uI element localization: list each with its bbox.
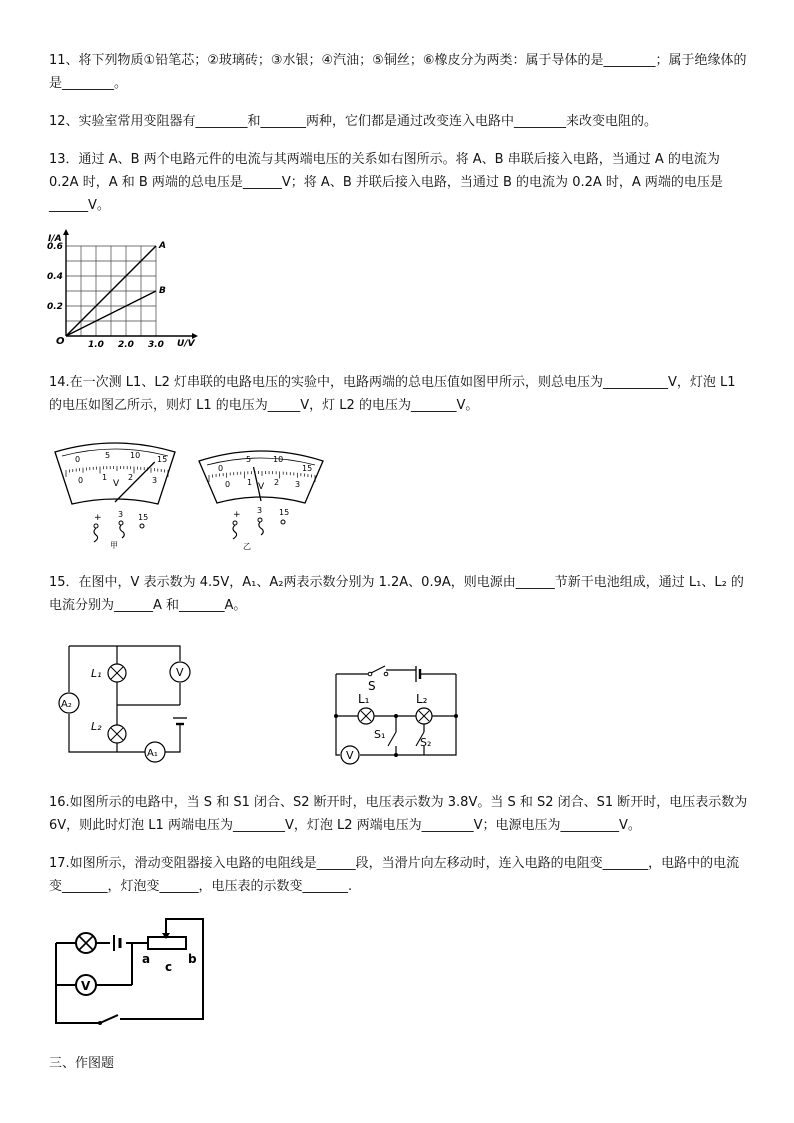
figure-caption-yi: 乙 bbox=[243, 542, 251, 551]
question-11: 11、将下列物质①铅笔芯；②玻璃砖；③水银；④汽油；⑤铜丝；⑥橡皮分为两类：属于导体的是________；属于绝缘体的是________。 bbox=[49, 53, 747, 91]
upper-tick-label: 10 bbox=[273, 455, 284, 464]
lamp-l1-icon bbox=[358, 708, 374, 724]
meter-unit: V bbox=[113, 479, 120, 489]
wire-3 bbox=[259, 522, 263, 535]
voltmeter-icon bbox=[76, 975, 96, 995]
circuit-q17 bbox=[48, 915, 210, 1030]
question-14: 14.在一次测 L1、L2 灯串联的电路电压的实验中，电路两端的总电压值如图甲所示，则总电压为__________V，灯泡 L1 的电压如图乙所示，则灯 L1 的电压为_____V，灯 L2 的电压为_______V。 bbox=[49, 375, 736, 413]
y-tick-label: 0.4 bbox=[47, 272, 63, 282]
lower-tick-label: 3 bbox=[152, 476, 158, 485]
voltmeter-icon bbox=[341, 746, 359, 764]
section-heading: 三、作图题 bbox=[49, 1056, 115, 1071]
label-l1: L₁ bbox=[91, 667, 102, 680]
switch-s bbox=[371, 666, 385, 673]
question-16: 16.如图所示的电路中，当 S 和 S1 闭合、S2 断开时，电压表示数为 3.8V。当 S 和 S2 闭合、S1 断开时，电压表示数为 6V，则此时灯泡 L1 两端电压为________V，灯泡 L2 两端电压为________V；电源电压为_________V。 bbox=[49, 795, 748, 833]
label-l1: L₁ bbox=[358, 692, 370, 706]
lower-tick-label: 0 bbox=[78, 476, 84, 485]
ammeter-a1-icon bbox=[145, 742, 165, 762]
upper-tick-label: 15 bbox=[157, 455, 168, 464]
label-s: S bbox=[368, 679, 376, 693]
label-s1: S₁ bbox=[374, 728, 386, 741]
x-axis-label: U/V bbox=[177, 339, 195, 349]
y-axis-label: I/A bbox=[48, 234, 62, 244]
switch bbox=[100, 1015, 118, 1023]
upper-tick-label: 5 bbox=[246, 455, 252, 464]
y-tick-label: 0.6 bbox=[47, 242, 63, 252]
series-label-b: B bbox=[159, 286, 166, 296]
lamp-l2-icon bbox=[416, 708, 432, 724]
switch-s1 bbox=[388, 732, 396, 746]
x-tick-label: 1.0 bbox=[88, 340, 104, 350]
figure-caption-jia: 甲 bbox=[110, 541, 118, 550]
ammeter-a1-label: A₁ bbox=[147, 748, 158, 759]
circuit-q15 bbox=[55, 638, 205, 766]
terminal-label: 3 bbox=[257, 506, 263, 515]
terminal-label: 15 bbox=[138, 513, 149, 522]
voltmeter-label: V bbox=[81, 979, 91, 993]
label-c: c bbox=[165, 960, 173, 974]
ammeter-a2-icon bbox=[59, 693, 79, 713]
lower-tick-label: 1 bbox=[102, 473, 108, 482]
lower-tick-label: 0 bbox=[225, 480, 231, 489]
upper-tick-label: 15 bbox=[302, 464, 313, 473]
meter-body bbox=[55, 443, 175, 504]
terminal-label: + bbox=[233, 510, 241, 520]
label-s2: S₂ bbox=[420, 736, 432, 749]
origin-label: O bbox=[56, 336, 65, 347]
lower-tick-label: 2 bbox=[274, 478, 280, 487]
label-a: a bbox=[142, 952, 151, 966]
wire-plus bbox=[94, 528, 98, 542]
lower-tick-label: 1 bbox=[247, 478, 253, 487]
label-b: b bbox=[188, 952, 197, 966]
lamp-l2-icon bbox=[108, 725, 126, 743]
label-l2: L₂ bbox=[91, 720, 102, 733]
circuit-q16 bbox=[328, 660, 468, 765]
terminal-label: + bbox=[94, 513, 102, 523]
voltmeter-jia bbox=[50, 440, 180, 555]
lower-tick-label: 2 bbox=[128, 473, 134, 482]
question-13: 13．通过 A、B 两个电路元件的电流与其两端电压的关系如右图所示。将 A、B 串联后接入电路，当通过 A 的电流为 0.2A 时，A 和 B 两端的总电压是______V；将 A、B 并联后接入电路，当通过 B 的电流为 0.2A 时，A 两端的电压是______V。 bbox=[49, 152, 723, 213]
series-label-a: A bbox=[159, 241, 166, 251]
voltmeter-label: V bbox=[176, 666, 184, 679]
meter-body bbox=[199, 451, 323, 503]
lamp-icon bbox=[76, 933, 96, 953]
lower-tick-label: 3 bbox=[295, 480, 301, 489]
meter-unit: V bbox=[258, 482, 265, 492]
question-12: 12、实验室常用变阻器有________和_______两种，它们都是通过改变连入电路中________来改变电阻的。 bbox=[49, 114, 658, 129]
upper-tick-label: 0 bbox=[218, 464, 224, 473]
label-l2: L₂ bbox=[416, 692, 428, 706]
upper-tick-label: 0 bbox=[75, 455, 81, 464]
wire-plus bbox=[233, 525, 237, 539]
question-17: 17.如图所示，滑动变阻器接入电路的电阻线是______段，当滑片向左移动时，连入电路的电阻变_______，电路中的电流变_______，灯泡变______，电压表的示数变_______. bbox=[49, 856, 740, 894]
wire-3 bbox=[120, 525, 124, 538]
x-tick-label: 3.0 bbox=[148, 340, 164, 350]
terminal-label: 3 bbox=[118, 510, 124, 519]
lamp-l1-icon bbox=[108, 664, 126, 682]
upper-tick-label: 5 bbox=[105, 451, 111, 460]
voltmeter-icon bbox=[170, 662, 190, 682]
question-15: 15．在图中，V 表示数为 4.5V，A₁、A₂两表示数分别为 1.2A、0.9A，则电源由______节新干电池组成，通过 L₁、L₂ 的电流分别为______A 和_______A。 bbox=[49, 575, 744, 613]
y-axis-arrow bbox=[63, 229, 69, 235]
upper-tick-label: 10 bbox=[130, 451, 141, 460]
rheostat-resistor bbox=[148, 937, 186, 949]
x-tick-label: 2.0 bbox=[118, 340, 134, 350]
y-tick-label: 0.2 bbox=[47, 302, 63, 312]
ammeter-a2-label: A₂ bbox=[61, 699, 72, 710]
voltmeter-label: V bbox=[346, 749, 354, 762]
iu-graph bbox=[44, 228, 204, 353]
voltmeter-yi bbox=[195, 445, 330, 557]
terminal-label: 15 bbox=[279, 508, 290, 517]
